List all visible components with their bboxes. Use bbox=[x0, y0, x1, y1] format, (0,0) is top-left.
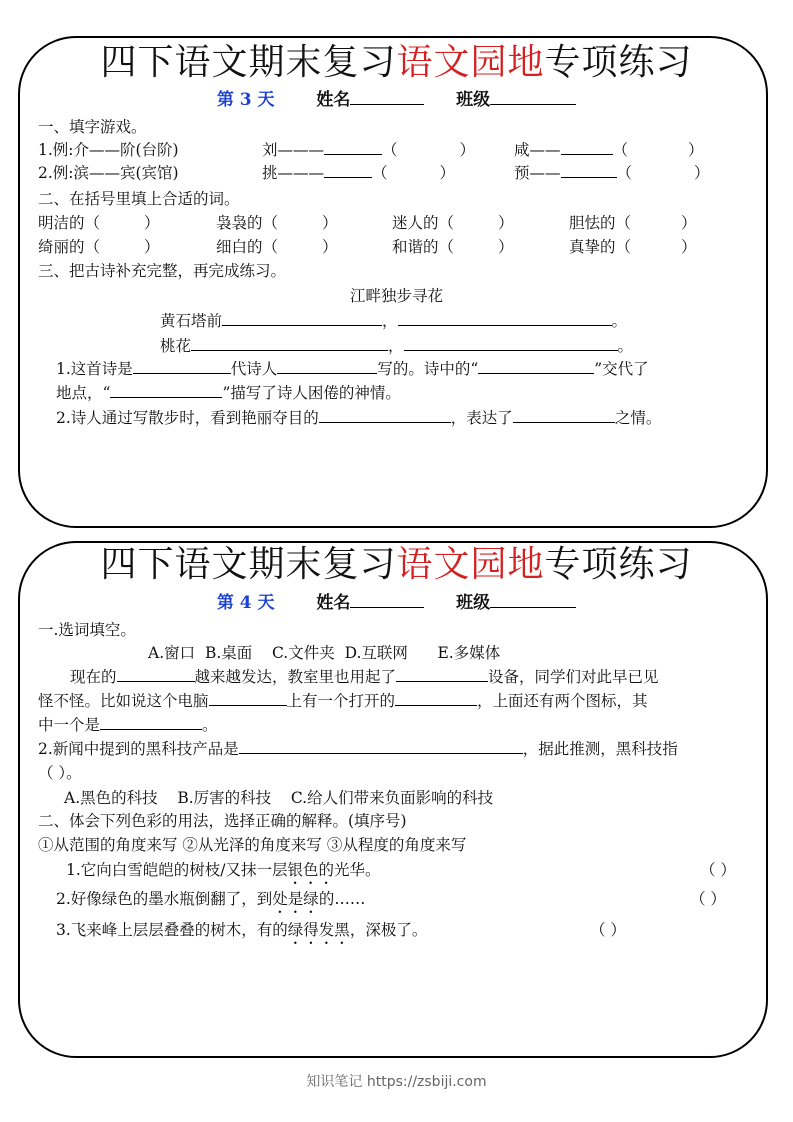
word-options: A.窗口 B.桌面 C.文件夹 D.互联网 E.多媒体 bbox=[148, 644, 501, 662]
footer-watermark: 知识笔记 https://zsbiji.com bbox=[306, 1074, 487, 1090]
exercise-line: 2.好像绿色的墨水瓶倒翻了，到处是绿的…… bbox=[56, 890, 366, 908]
worksheet-title: 四下语文期末复习语文园地专项练习 bbox=[100, 42, 693, 83]
class-field[interactable] bbox=[490, 89, 576, 105]
exercise-line: 迷人的（ ） bbox=[392, 214, 514, 232]
exercise-line: 2.诗人通过写散步时，看到艳丽夺目的 ，表达了 之情。 bbox=[56, 409, 662, 427]
class-field[interactable] bbox=[490, 592, 576, 608]
answer-paren: （ ） bbox=[690, 890, 726, 908]
class-label: 班级 bbox=[456, 90, 491, 110]
answer-paren: （ ） bbox=[700, 861, 736, 879]
exercise-line: 2.例:滨——宾(宾馆) bbox=[38, 164, 179, 182]
exercise-line: 1.这首诗是 代诗人 写的。诗中的“ ”交代了 bbox=[56, 360, 649, 378]
class-label: 班级 bbox=[456, 593, 491, 613]
choice-options: A.黑色的科技 B.厉害的科技 C.给人们带来负面影响的科技 bbox=[64, 789, 494, 807]
section-heading: 三、把古诗补充完整，再完成练习。 bbox=[38, 262, 287, 280]
exercise-line: 刘——— （ ） bbox=[262, 141, 476, 159]
name-field[interactable] bbox=[350, 592, 424, 608]
section-heading: 一、填字游戏。 bbox=[38, 118, 147, 136]
exercise-line: 3.飞来峰上层层叠叠的树木，有的绿得发黑，深极了。 bbox=[56, 921, 428, 939]
exercise-line: 1.它向白雪皑皑的树枝/又抹一层银色的光华。 bbox=[66, 861, 381, 879]
exercise-line: 怪不怪。比如说这个电脑 上有一个打开的 ，上面还有两个图标，其 bbox=[38, 692, 648, 710]
subtitle-row bbox=[0, 88, 793, 112]
poem-line: 黄石塔前 ， 。 bbox=[160, 312, 628, 330]
exercise-line: 中一个是 。 bbox=[38, 716, 218, 734]
name-field[interactable] bbox=[350, 89, 424, 105]
poem-line: 桃花 ， 。 bbox=[160, 337, 634, 355]
name-label: 姓名 bbox=[316, 90, 351, 110]
exercise-line: 绮丽的（ ） bbox=[38, 238, 160, 256]
day-label: 第 4 天 bbox=[216, 593, 275, 613]
name-label: 姓名 bbox=[316, 593, 351, 613]
exercise-line: 2.新闻中提到的黑科技产品是 ，据此推测，黑科技指 bbox=[38, 740, 678, 758]
exercise-line: 胆怯的（ ） bbox=[569, 214, 697, 232]
exercise-line: 和谐的（ ） bbox=[392, 238, 514, 256]
exercise-line: ①从范围的角度来写 ②从光泽的角度来写 ③从程度的角度来写 bbox=[38, 836, 467, 854]
worksheet-title: 四下语文期末复习语文园地专项练习 bbox=[100, 544, 693, 585]
poem-title: 江畔独步寻花 bbox=[349, 287, 443, 305]
day-label: 第 3 天 bbox=[216, 90, 275, 110]
subtitle-row bbox=[0, 591, 793, 615]
exercise-line: 细白的（ ） bbox=[216, 238, 338, 256]
exercise-line: 现在的 越来越发达，教室里也用起了 设备，同学们对此早已见 bbox=[70, 668, 659, 686]
exercise-line: 真挚的（ ） bbox=[569, 238, 697, 256]
answer-paren: （ ） bbox=[590, 921, 626, 939]
exercise-line: 预—— （ ） bbox=[514, 164, 710, 182]
section-heading: 二、体会下列色彩的用法，选择正确的解释。(填序号) bbox=[38, 812, 407, 830]
exercise-line: 1.例:介——阶(台阶) bbox=[38, 141, 179, 159]
exercise-line: 地点，“ ”描写了诗人困倦的神情。 bbox=[56, 384, 401, 402]
exercise-line: （ ）。 bbox=[38, 764, 82, 782]
section-heading: 一.选词填空。 bbox=[38, 621, 136, 639]
exercise-line: 挑——— （ ） bbox=[262, 164, 456, 182]
exercise-line: 袅袅的（ ） bbox=[216, 214, 338, 232]
exercise-line: 明洁的（ ） bbox=[38, 214, 160, 232]
section-heading: 二、在括号里填上合适的词。 bbox=[38, 190, 240, 208]
exercise-line: 咸—— （ ） bbox=[514, 141, 704, 159]
